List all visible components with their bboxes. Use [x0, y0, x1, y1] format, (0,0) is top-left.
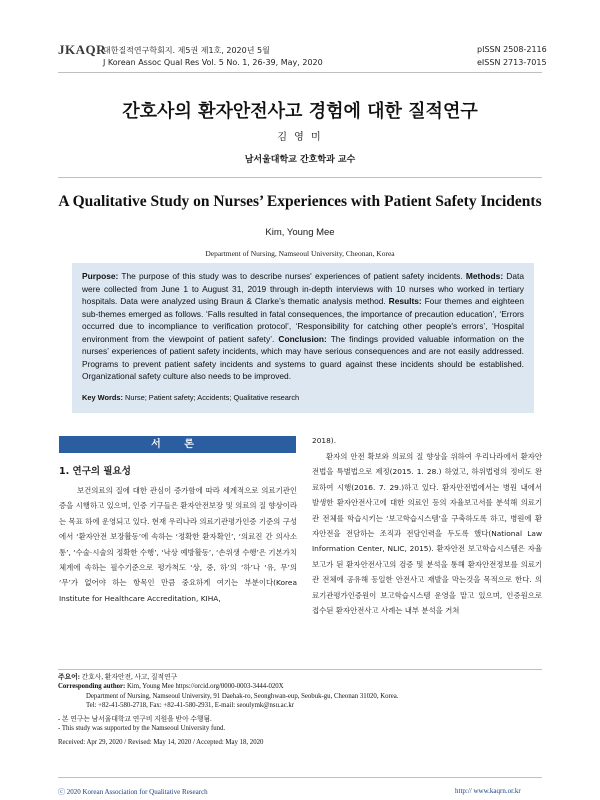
right-column-continuation: 2018).	[312, 436, 337, 445]
title-english: A Qualitative Study on Nurses’ Experiences with Patient Safety Incidents	[58, 193, 542, 210]
corresponding-text: Kim, Young Mee https://orcid.org/0000-0003-3444-020X	[125, 683, 284, 691]
keywords	[82, 393, 524, 402]
keywords-label: Key Words:	[82, 393, 123, 402]
keywords-korean	[58, 673, 542, 682]
journal-logo: JKAQR	[58, 42, 106, 57]
conclusion-text: The findings provided valuable information on the nurses’ experiences of patient safety incidents, which may have serious consequences and are not easily addressed. Programs to prevent patient safety incidents and systems to guard against these incidents should be established. Organizational safety culture also needs to be improved.	[82, 333, 524, 381]
footnotes	[58, 673, 542, 748]
eissn: eISSN 2713-7015	[477, 58, 547, 67]
methods-label: Methods:	[465, 271, 504, 281]
journal-citation-en: J Korean Assoc Qual Res Vol. 5 No. 1, 26-39, May, 2020	[103, 58, 323, 67]
methods-text: Data were collected from June 1 to August 31, 2019 through in-depth interviews with 10 nurses who worked in tertiary hospitals. Data were analyzed using Braun & Clarke’s thematic analysis method.	[82, 271, 524, 306]
pissn: pISSN 2508-2116	[477, 45, 547, 54]
header-divider	[58, 72, 542, 73]
author-contact: Tel: +82-41-580-2718, Fax: +82-41-580-2931, E-mail: seoulymk@nsu.ac.kr	[86, 702, 295, 710]
footer-divider	[58, 777, 542, 778]
subsection-heading: 1. 연구의 필요성	[59, 466, 131, 477]
purpose-text: The purpose of this study was to describe nurses' experiences of patient safety incidents.	[118, 271, 466, 281]
funding-korean: - 본 연구는 남서울대학교 연구비 지원을 받아 수행됨.	[58, 715, 212, 723]
copyright: ⓒ 2020 Korean Association for Qualitative Research	[58, 788, 208, 796]
corresponding-author	[58, 682, 542, 691]
purpose-label: Purpose:	[82, 271, 119, 281]
author-korean: 김 영 미	[277, 132, 323, 143]
author-english: Kim, Young Mee	[265, 227, 335, 238]
left-column-paragraph: 보건의료의 질에 대한 관심이 증가함에 따라 세계적으로 의료기관인증을 시행하고 있으며, 인증 기구들은 환자안전보장 및 의료의 질 향상이라는 목표 하에 운영되고 있다. 현재 우리나라 의료기관평가인증 기준의 구성에서 ‘환자안전 보장활동’에 속하는 ‘정확한 환자확인’, ‘의료진 간 의사소통’, ‘수술·시술의 정확한 수행’, ‘낙상 예방활동’, ‘손위생 수행’은 기본가치체계에 속하는 필수기준으로 평가척도 ‘상, 중, 하’의 ‘하’나 ‘유, 무’의 ‘무’가 없어야 하는 항목인 만큼 중요하게 여기는 부분이다(Korea Institute for Healthcare Accreditation, KIHA,	[59, 486, 297, 603]
conclusion-label: Conclusion:	[278, 333, 327, 344]
corresponding-label: Corresponding author:	[58, 683, 126, 691]
section-heading-introduction: 서 론	[59, 436, 296, 453]
affiliation-korean: 남서울대학교 간호학과 교수	[244, 155, 356, 165]
submission-dates: Received: Apr 29, 2020 / Revised: May 14, 2020 / Accepted: May 18, 2020	[58, 739, 264, 747]
abstract	[82, 270, 524, 383]
journal-citation-ko: 대한질적연구학회지. 제5권 제1호, 2020년 5월	[103, 46, 270, 55]
title-korean: 간호사의 환자안전사고 경험에 대한 질적연구	[122, 101, 478, 122]
keywords-korean-label: 주요어:	[58, 674, 80, 681]
title-divider	[58, 177, 542, 178]
author-address: Department of Nursing, Namseoul University, 91 Daehak-ro, Seonghwan-eup, Seobuk-gu, Cheonan 31020, Korea.	[86, 692, 399, 700]
keywords-korean-text: 간호사, 환자안전, 사고, 질적연구	[79, 674, 178, 681]
results-label: Results:	[388, 296, 422, 306]
keywords-text: Nurse; Patient safety; Accidents; Qualitative research	[122, 393, 300, 402]
funding-english: - This study was supported by the Namseoul University fund.	[58, 725, 226, 733]
results-text: Four themes and eighteen sub-themes emerged as follows. ‘Falls resulted in fatal consequences, the importance of precaution education’, ‘Errors occurred due to incompliance to verification protocol’, ‘Responsibility for catching other people's errors’, ‘Hospital environment from the viewpoint of patient safety’.	[82, 296, 524, 344]
journal-url[interactable]: http:// www.kaqrn.or.kr	[455, 787, 521, 795]
footnote-divider	[58, 669, 542, 670]
right-column-paragraph: 환자의 안전 확보와 의료의 질 향상을 위하여 우리나라에서 환자안전법을 특별법으로 제정(2015. 1. 28.) 하였고, 하위법령의 정비도 완료하여 시행(2016. 7. 29.)하고 있다. 환자안전법에서는 병원 내에서 발생한 환자안전사고에 대한 의료인 등의 자율보고서를 분석해 의료기관 전체를 학습시키는 ‘보고학습시스템’을 구축하도록 하고, 병원에 환자안전을 전담하는 조직과 전담인력을 두도록 했다(National Law Information Center, NLIC, 2015). 환자안전 보고학습시스템은 자율보고가 된 환자안전사고의 검증 및 분석을 통해 환자안전정보를 의료기관 전체에 공유해 동일한 안전사고 재발을 막는것을 목적으로 한다. 의료기관평가인증원이 보고학습시스템 운영을 맡고 있으며, 인증원으로 접수된 환자안전사고 사례는 내부 분석을 거쳐	[312, 452, 542, 616]
affiliation-english: Department of Nursing, Namseoul University, Cheonan, Korea	[205, 249, 395, 258]
